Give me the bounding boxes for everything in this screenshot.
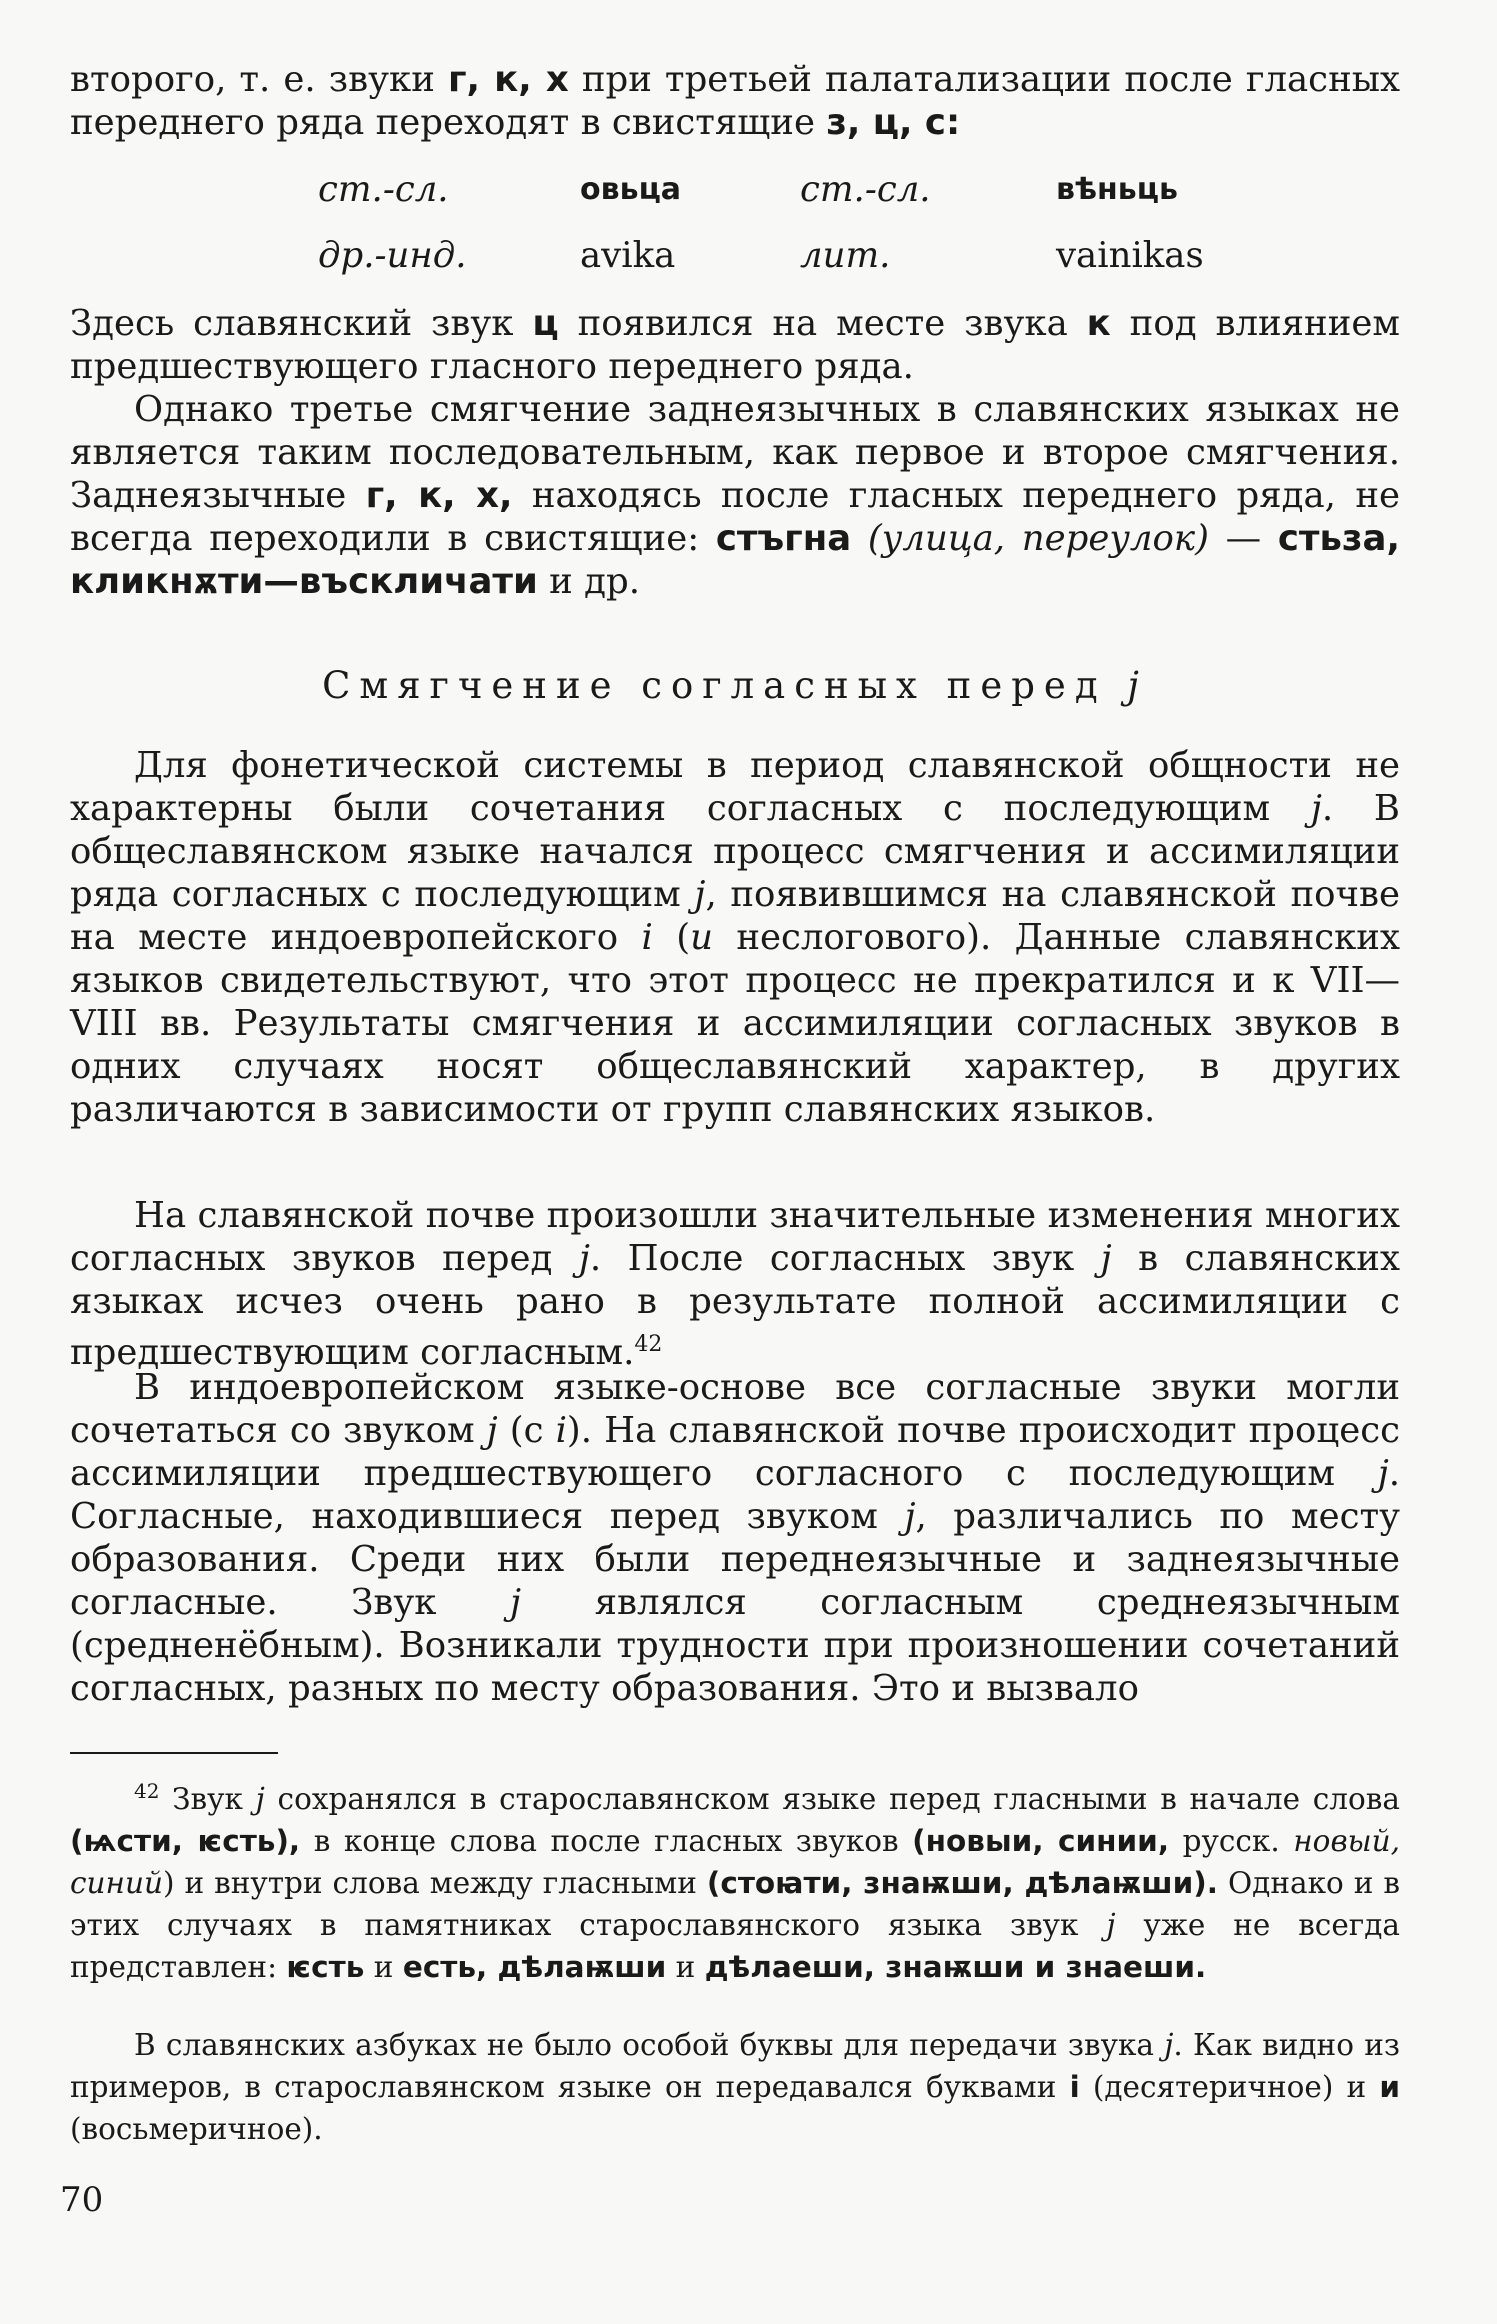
paragraph-6: В индоевропейском языке-основе все согласные звуки могли сочетаться со звуком j (с i). На славянской почве происходит процесс ассимиляции предшествующего согласного с последующим j. Согласные, находившиеся перед звуком j, различались по месту образования. Среди них были переднеязычные и заднеязычные согласные. Звук j являлся согласным среднеязычным (средненёбным). Возникали трудности при произношении сочетаний согласных, разных по месту образования. Это и вызвало [70, 1367, 1400, 1709]
example-lang: др.-инд. [318, 235, 467, 276]
footnote-42: $^{42}$ Звук j сохранялся в старославянском языке перед гласными в начале слова (ѩсти, ѥсть), в конце слова после гласных звуков (новыи, синии, русск. новый, синий) и внутри слова между гласными (стоꙗти, знаѭши, дѣлаѭши). Однако и в этих случаях в памятниках старославянского языка звук j уже не всегда представлен: ѥсть и есть, дѣлаѭши и дѣлаеши, знаѭши и знаеши. [70, 1779, 1401, 1984]
paragraph-3: Однако третье смягчение заднеязычных в славянских языках не является таким последовательным, как первое и второе смягчения. Заднеязычные г, к, х, находясь после гласных переднего ряда, не всегда переходили в свистящие: стъгна (улица, переулок) — стьза, кликнѫти—въскличати и др. [70, 389, 1400, 602]
paragraph-5: На славянской почве произошли значительные изменения многих согласных звуков перед j. После согласных звук j в славянских языках исчез очень рано в результате полной ассимиляции с предшествующим согласным.$^{42}$ [70, 1195, 1400, 1373]
example-lang: ст.-сл. [800, 169, 931, 210]
paragraph-2: Здесь славянский звук ц появился на месте звука к под влиянием предшествующего гласного переднего ряда. [70, 303, 1400, 387]
example-word: овьца [580, 172, 682, 207]
footnote-ref[interactable]: 42 [634, 1332, 663, 1357]
page-number: 70 [60, 2180, 104, 2220]
footnote-note: В славянских азбуках не было особой буквы для передачи звука j. Как видно из примеров, в старославянском языке он передавался буквами і (десятеричное) и и (восьмеричное). [70, 2028, 1400, 2146]
example-word: vainikas [1056, 235, 1204, 276]
example-word: вѣньць [1056, 172, 1178, 207]
paragraph-4: Для фонетической системы в период славянской общности не характерны были сочетания согласных с последующим j. В общеславянском языке начался процесс смягчения и ассимиляции ряда согласных с последующим j, появившимся на славянской почве на месте индоевропейского i (и неслогового). Данные славянских языков свидетельствуют, что этот процесс не прекратился и к VII—VIII вв. Результаты смягчения и ассимиляции согласных звуков в одних случаях носят общеславянский характер, в других различаются в зависимости от групп славянских языков. [70, 745, 1400, 1130]
footnote-divider [70, 1752, 278, 1754]
example-lang: лит. [800, 235, 891, 276]
example-lang: ст.-сл. [318, 169, 449, 210]
section-heading: Смягчение согласных перед j [322, 664, 1148, 707]
paragraph-1: второго, т. е. звуки г, к, х при третьей палатализации после гласных переднего ряда переходят в свистящие з, ц, с: [70, 59, 1401, 143]
example-word: avika [580, 235, 676, 276]
